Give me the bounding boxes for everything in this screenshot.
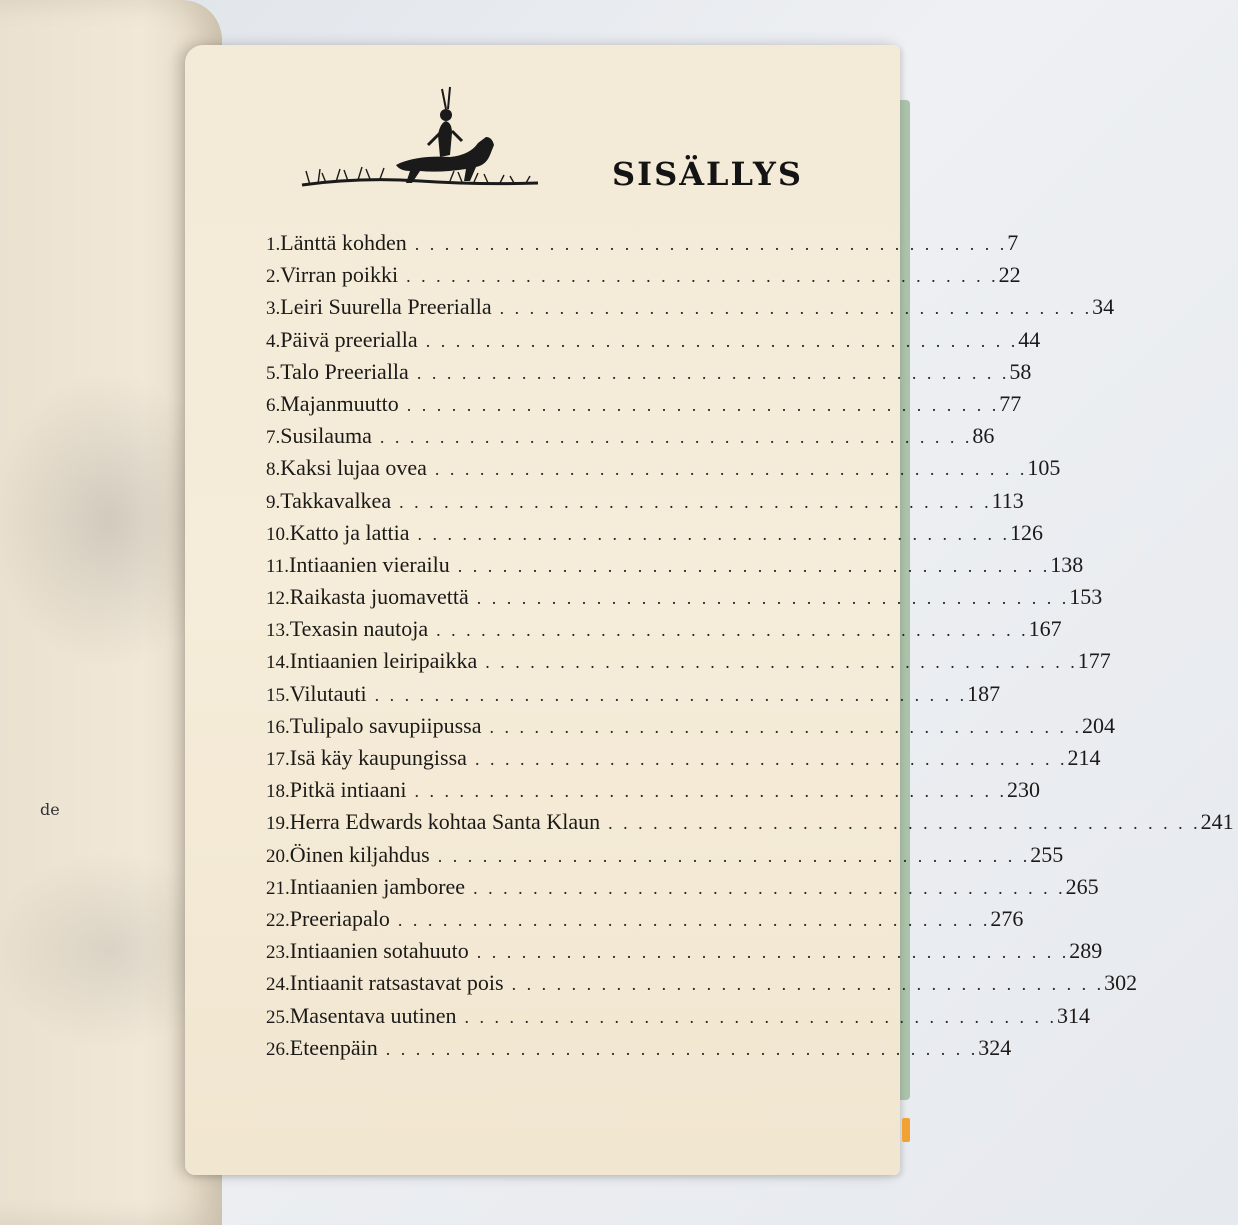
chapter-number: 22. xyxy=(266,909,290,931)
leader-dots: . . . . . . . . . . . . . . . . . . . . . . . . . . . . . . . . . . . . . . . . xyxy=(464,1006,1058,1027)
toc-row xyxy=(262,841,1064,874)
chapter-page-number: 265 xyxy=(1065,873,1099,899)
toc-row xyxy=(262,455,1061,487)
chapter-number: 12. xyxy=(266,588,290,610)
chapter-title: Masentava uutinen xyxy=(289,1002,457,1028)
toc-row xyxy=(262,230,1019,262)
chapter-number: 26. xyxy=(266,1038,290,1060)
page-edge-marker xyxy=(902,1118,910,1142)
leader-dots: . . . . . . . . . . . . . . . . . . . . . . . . . . . . . . . . . . . . . . . . xyxy=(414,781,1007,802)
chapter-page-number: 214 xyxy=(1067,745,1101,770)
toc-row xyxy=(262,1002,1091,1035)
toc-row xyxy=(262,712,1115,745)
chapter-page-number: 187 xyxy=(967,680,1001,706)
chapter-number: 19. xyxy=(266,813,290,835)
chapter-title: Takkavalkea xyxy=(280,487,392,513)
toc-row xyxy=(262,745,1101,777)
leader-dots: . . . . . . . . . . . . . . . . . . . . . . . . . . . . . . . . . . . . . . . . xyxy=(474,749,1068,769)
chapter-number: 10. xyxy=(266,523,290,545)
chapter-page-number: 22 xyxy=(998,262,1021,288)
chapter-page-number: 7 xyxy=(1007,230,1019,255)
toc-row xyxy=(262,680,1001,713)
chapter-title: Isä käy kaupungissa xyxy=(289,745,467,770)
chapter-title: Tulipalo savupiipussa xyxy=(289,712,482,738)
leader-dots: . . . . . . . . . . . . . . . . . . . . . . . . . . . . . . . . . . . . . . . . xyxy=(457,555,1051,576)
chapter-title: Leiri Suurella Preerialla xyxy=(280,294,492,320)
chapter-title: Intiaanit ratsastavat pois xyxy=(289,970,504,996)
leader-dots: . . . . . . . . . . . . . . . . . . . . . . . . . . . . . . . . . . . . . . . . xyxy=(406,394,1000,415)
chapter-title: Texasin nautoja xyxy=(289,616,429,642)
chapter-title: Intiaanien jamboree xyxy=(289,873,466,899)
leader-dots: . . . . . . . . . . . . . . . . . . . . . . . . . . . . . . . . . . . . . . . . xyxy=(414,234,1008,254)
chapter-page-number: 44 xyxy=(1018,326,1041,352)
leader-dots: . . . . . . . . . . . . . . . . . . . . . . . . . . . . . . . . . . . . . . . . xyxy=(434,459,1028,480)
chapter-number: 24. xyxy=(266,974,290,996)
chapter-title: Eteenpäin xyxy=(289,1034,378,1060)
chapter-title: Intiaanien leiripaikka xyxy=(289,648,478,674)
leader-dots: . . . . . . . . . . . . . . . . . . . . . . . . . . . . . . . . . . . . . . . . xyxy=(374,684,968,705)
toc-row xyxy=(262,648,1111,680)
chapter-page-number: 230 xyxy=(1006,777,1040,803)
chapter-title: Länttä kohden xyxy=(280,230,407,255)
chapter-page-number: 324 xyxy=(978,1034,1012,1060)
chapter-title: Majanmuutto xyxy=(280,390,399,416)
chapter-title: Talo Preerialla xyxy=(280,358,409,384)
chapter-number: 2. xyxy=(266,266,281,288)
chapter-title: Katto ja lattia xyxy=(289,519,410,545)
leader-dots: . . . . . . . . . . . . . . . . . . . . . . . . . . . . . . . . . . . . . . . . xyxy=(489,716,1082,737)
toc-row xyxy=(262,777,1040,809)
chapter-title: Päivä preerialla xyxy=(280,326,418,352)
chapter-page-number: 167 xyxy=(1028,616,1062,642)
chapter-number: 17. xyxy=(266,749,290,770)
toc-row xyxy=(262,487,1024,520)
leader-dots: . . . . . . . . . . . . . . . . . . . . . . . . . . . . . . . . . . . . . . . . xyxy=(499,298,1093,319)
chapter-page-number: 314 xyxy=(1057,1002,1091,1028)
toc-row xyxy=(262,938,1103,970)
chapter-page-number: 113 xyxy=(991,487,1024,513)
chapter-title: Vilutauti xyxy=(289,680,367,706)
chapter-page-number: 105 xyxy=(1027,455,1061,481)
toc-row xyxy=(262,616,1062,648)
leader-dots: . . . . . . . . . . . . . . . . . . . . . . . . . . . . . . . . . . . . . . . . xyxy=(476,588,1070,609)
chapter-number: 21. xyxy=(266,877,290,899)
chapter-page-number: 289 xyxy=(1069,938,1103,964)
chapter-title: Intiaanien vierailu xyxy=(289,551,450,577)
leader-dots: . . . . . . . . . . . . . . . . . . . . . . . . . . . . . . . . . . . . . . . . xyxy=(385,1038,979,1059)
toc-row xyxy=(262,423,995,455)
leader-dots: . . . . . . . . . . . . . . . . . . . . . . . . . . . . . . . . . . . . . . . . xyxy=(399,491,992,512)
leader-dots: . . . . . . . . . . . . . . . . . . . . . . . . . . . . . . . . . . . . . . . . xyxy=(397,909,991,930)
table-of-contents xyxy=(262,230,1234,1067)
chapter-number: 20. xyxy=(266,845,290,867)
toc-row xyxy=(262,262,1021,294)
chapter-number: 13. xyxy=(266,620,290,642)
toc-row xyxy=(262,326,1041,359)
chapter-page-number: 126 xyxy=(1009,519,1043,545)
chapter-number: 14. xyxy=(266,652,290,674)
leader-dots: . . . . . . . . . . . . . . . . . . . . . . . . . . . . . . . . . . . . . . . . xyxy=(511,974,1105,995)
chapter-page-number: 138 xyxy=(1050,551,1084,577)
chapter-number: 23. xyxy=(266,942,290,964)
toc-row xyxy=(262,1034,1012,1067)
chapter-number: 15. xyxy=(266,684,290,706)
leader-dots: . . . . . . . . . . . . . . . . . . . . . . . . . . . . . . . . . . . . . . . . xyxy=(425,330,1019,351)
leader-dots: . . . . . . . . . . . . . . . . . . . . . . . . . . . . . . . . . . . . . . . . xyxy=(485,652,1078,673)
chapter-title: Kaksi lujaa ovea xyxy=(280,455,427,481)
chapter-title: Herra Edwards kohtaa Santa Klaun xyxy=(289,809,601,835)
leader-dots: . . . . . . . . . . . . . . . . . . . . . . . . . . . . . . . . . . . . . . . . xyxy=(473,877,1066,898)
leader-dots: . . . . . . . . . . . . . . . . . . . . . . . . . . . . . . . . . . . . . . . . xyxy=(406,266,999,287)
chapter-title: Intiaanien sotahuuto xyxy=(289,938,469,964)
chapter-number: 5. xyxy=(266,362,281,384)
bleed-through-illustration xyxy=(0,850,190,1050)
chapter-number: 9. xyxy=(266,491,281,513)
chapter-number: 1. xyxy=(266,234,281,255)
chapter-page-number: 177 xyxy=(1077,648,1111,674)
chapter-number: 18. xyxy=(266,781,290,803)
chapter-number: 7. xyxy=(266,427,281,449)
chapter-page-number: 86 xyxy=(972,423,995,449)
toc-row xyxy=(262,390,1022,423)
leader-dots: . . . . . . . . . . . . . . . . . . . . . . . . . . . . . . . . . . . . . . . . xyxy=(416,362,1010,383)
chapter-title: Susilauma xyxy=(280,423,372,449)
bleed-through-illustration xyxy=(0,370,190,670)
chapter-page-number: 255 xyxy=(1030,841,1064,867)
toc-row xyxy=(262,358,1032,391)
toc-row xyxy=(262,294,1115,326)
chapter-page-number: 34 xyxy=(1092,294,1115,320)
toc-row xyxy=(262,809,1234,841)
chapter-number: 8. xyxy=(266,459,281,481)
leader-dots: . . . . . . . . . . . . . . . . . . . . . . . . . . . . . . . . . . . . . . . . xyxy=(476,942,1070,963)
chapter-title: Raikasta juomavettä xyxy=(289,584,469,610)
chapter-number: 3. xyxy=(266,298,281,320)
toc-heading: SISÄLLYS xyxy=(612,155,803,193)
rider-on-horse-illustration xyxy=(300,85,540,195)
chapter-number: 25. xyxy=(266,1006,290,1028)
chapter-page-number: 153 xyxy=(1069,584,1103,610)
chapter-page-number: 204 xyxy=(1081,712,1115,738)
leader-dots: . . . . . . . . . . . . . . . . . . . . . . . . . . . . . . . . . . . . . . . . xyxy=(379,427,973,448)
leader-dots: . . . . . . . . . . . . . . . . . . . . . . . . . . . . . . . . . . . . . . . . xyxy=(436,620,1029,641)
leader-dots: . . . . . . . . . . . . . . . . . . . . . . . . . . . . . . . . . . . . . . . . xyxy=(437,845,1031,866)
chapter-page-number: 276 xyxy=(990,905,1024,931)
toc-row xyxy=(262,519,1043,552)
toc-row xyxy=(262,551,1084,584)
toc-row xyxy=(262,905,1024,938)
chapter-title: Virran poikki xyxy=(280,262,399,288)
chapter-number: 6. xyxy=(266,394,281,416)
chapter-number: 11. xyxy=(266,555,290,577)
leader-dots: . . . . . . . . . . . . . . . . . . . . . . . . . . . . . . . . . . . . . . . . xyxy=(417,523,1010,544)
chapter-page-number: 241 xyxy=(1200,809,1234,835)
chapter-page-number: 58 xyxy=(1009,358,1032,384)
toc-row xyxy=(262,584,1103,616)
chapter-page-number: 77 xyxy=(999,390,1022,416)
chapter-title: Öinen kiljahdus xyxy=(289,841,430,867)
chapter-page-number: 302 xyxy=(1104,970,1138,996)
chapter-title: Pitkä intiaani xyxy=(289,777,407,803)
leader-dots: . . . . . . . . . . . . . . . . . . . . . . . . . . . . . . . . . . . . . . . . xyxy=(608,813,1201,834)
toc-row xyxy=(262,873,1099,906)
toc-row xyxy=(262,970,1138,1002)
left-page-edge-text: de xyxy=(40,800,60,819)
chapter-number: 16. xyxy=(266,716,290,738)
chapter-number: 4. xyxy=(266,330,281,352)
chapter-title: Preeriapalo xyxy=(289,905,390,931)
